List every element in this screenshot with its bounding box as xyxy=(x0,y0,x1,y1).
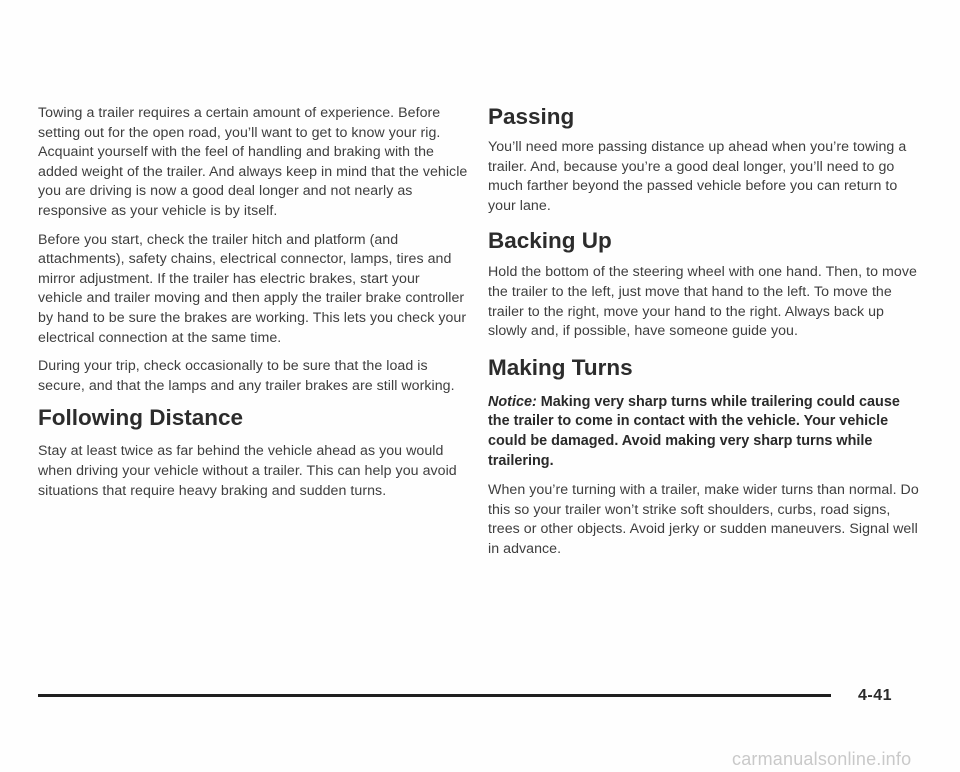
backing-up-paragraph: Hold the bottom of the steering wheel with one hand. Then, to move the trailer to the left, just move that hand to the left. To move the trailer to the right, move your hand to the right. Always back up slowly and, if possible, have someone guide you. xyxy=(488,264,917,340)
passing-heading: Passing xyxy=(488,104,575,129)
left-column xyxy=(38,104,468,510)
notice-label: Notice: xyxy=(488,393,537,410)
following-distance-heading: Following Distance xyxy=(38,405,244,431)
making-turns-paragraph: When you’re turning with a trailer, make wider turns than normal. Do this so your trailer won’t strike soft shoulders, curbs, road signs, trees or other objects. Avoid jerky or sudden maneuvers. Signal well in advance. xyxy=(488,482,919,557)
passing-paragraph: You’ll need more passing distance up ahead when you’re towing a trailer. And, because you’re a good deal longer, you’ll need to go much farther beyond the passed vehicle before you can return to your lane. xyxy=(488,139,907,214)
page-number: 4-41 xyxy=(858,687,893,704)
notice-block xyxy=(488,393,920,471)
pre-trip-check-paragraph: Before you start, check the trailer hitch and platform (and attachments), safety chains, electrical connector, lamps, tires and mirror adjustment. If the trailer has electric brakes, start your vehicle and trailer moving and then apply the trailer brake controller by hand to be sure the brakes are working. This lets you check your electrical connection at the same time. xyxy=(38,231,467,346)
footer-rule xyxy=(38,694,831,697)
notice-text: Making very sharp turns while trailering could cause the trailer to come in contact with the vehicle. Your vehicle could be damaged. Avoid making very sharp turns while trailering. xyxy=(488,393,900,469)
backing-up-heading: Backing Up xyxy=(488,228,612,254)
right-column xyxy=(488,104,920,569)
making-turns-heading: Making Turns xyxy=(488,354,633,380)
following-distance-paragraph: Stay at least twice as far behind the vehicle ahead as you would when driving your vehicle without a trailer. This can help you avoid situations that require heavy braking and sudden turns. xyxy=(38,443,457,499)
during-trip-paragraph: During your trip, check occasionally to be sure that the load is secure, and that the lamps and any trailer brakes are still working. xyxy=(38,358,455,394)
intro-paragraph: Towing a trailer requires a certain amount of experience. Before setting out for the open road, you’ll want to get to know your rig. Acquaint yourself with the feel of handling and braking with the added weight of the trailer. And always keep in mind that the vehicle you are driving is now a good deal longer and not nearly as responsive as your vehicle is by itself. xyxy=(38,105,468,219)
watermark: carmanualsonline.info xyxy=(732,749,912,769)
